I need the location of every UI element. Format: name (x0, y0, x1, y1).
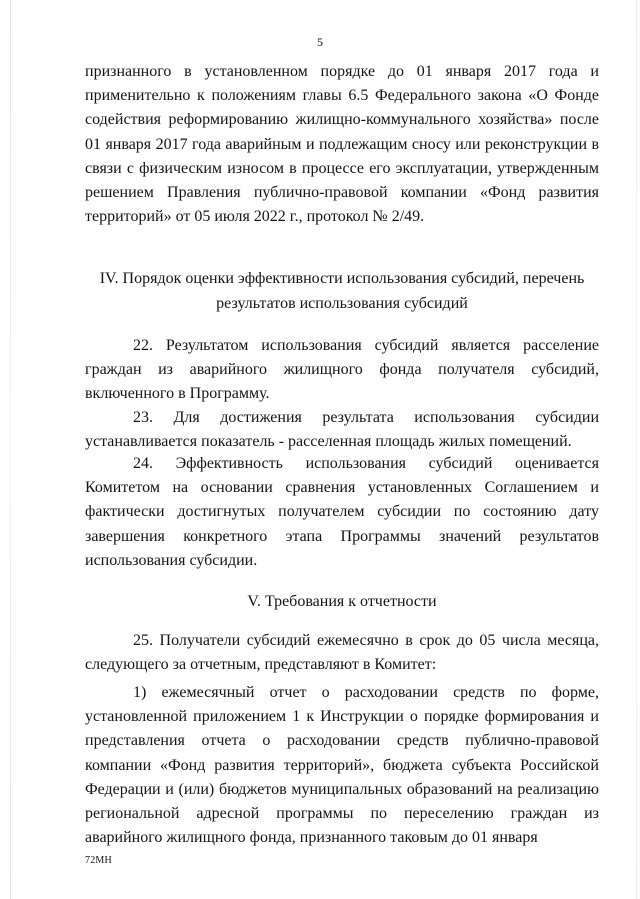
paragraph-24: 24. Эффективность использования субсидий оценивается Комитетом на основании сравнения установленных Соглашением и фактически достигнутых получателем субсидии по состоянию дату завершения конкретного этапа Программы значений результатов использования субсидии. (85, 455, 599, 569)
scan-edge-left (10, 0, 11, 899)
continuation-paragraph: признанного в установленном порядке до 01 января 2017 года и применительно к положениям главы 6.5 Федерального закона «О Фонде содействия реформированию жилищно-коммунального хозяйства» после 01 января 2017 года аварийным и подлежащим сносу или реконструкции в связи с физическим износом в процессе его эксплуатации, утвержденным решением Правления публично-правовой компании «Фонд развития территорий» от 05 июля 2022 г., протокол № 2/49. (85, 63, 599, 226)
section-4-heading (85, 267, 599, 316)
paragraph-25: 25. Получатели субсидий ежемесячно в срок до 05 числа месяца, следующего за отчетным, представляют в Комитет: (85, 632, 599, 674)
footer-document-code: 72МН (85, 855, 112, 866)
section-5-heading: V. Требования к отчетности (247, 593, 437, 610)
section-4-heading-line-2: результатов использования субсидий (216, 294, 468, 312)
page-number: 5 (317, 35, 323, 49)
paragraph-25-item-1: 1) ежемесячный отчет о расходовании средств по форме, установленной приложением 1 к Инструкции о порядке формирования и представления отчета о расходовании средств публично-правовой компании «Фонд развития территорий», бюджета субъекта Российской Федерации и (или) бюджетов муниципальных образований на реализацию региональной адресной программы по переселению граждан из аварийного жилищного фонда, признанного таковым до 01 января (85, 684, 599, 847)
paragraph-23: 23. Для достижения результата использования субсидии устанавливается показатель - расселенная площадь жилых помещений. (85, 409, 599, 451)
paragraph-22: 22. Результатом использования субсидий является расселение граждан из аварийного жилищного фонда получателя субсидий, включенного в Программу. (85, 337, 599, 403)
scan-edge-right (636, 0, 637, 899)
section-4-heading-line-1: IV. Порядок оценки эффективности использования субсидий, перечень (99, 270, 585, 287)
